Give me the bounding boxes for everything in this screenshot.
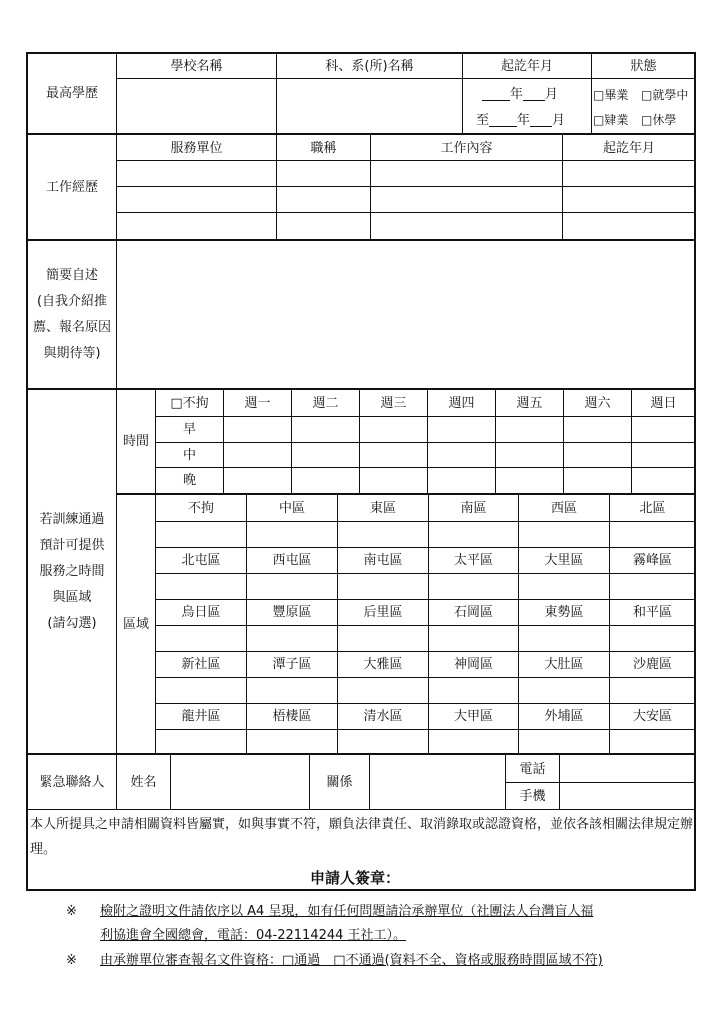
reference-mark-icon: ※ [66,953,77,968]
job-content-header: 工作內容 [440,141,493,156]
area-xitun: 西屯區 [272,553,312,568]
contact-phone-label: 電話 [519,761,546,777]
note-line: 利協進會全國總會，電話：04-22114244 王社工）。 [100,928,407,943]
education-section-label: 最高學歷 [45,85,98,101]
area-east: 東區 [369,501,396,516]
area-west: 西區 [550,501,577,516]
thursday-header: 週四 [448,396,475,411]
time-slot-noon: 中 [182,447,196,463]
area-dadu: 大肚區 [544,657,584,672]
self-intro-input-area[interactable] [118,242,694,387]
work-period-header: 起訖年月 [602,141,655,156]
grid-line [116,212,695,213]
grid-line [155,625,695,626]
grid-line [155,677,695,678]
area-shengang: 神岡區 [453,657,493,672]
grid-line [116,241,117,388]
status-header: 狀態 [630,59,657,74]
grid-line [116,78,695,79]
contact-relation-label: 關係 [326,774,353,790]
area-dongshi: 東勢區 [544,605,584,620]
work-section-label: 工作經歷 [45,179,98,195]
area-any: 不拘 [187,501,214,516]
grid-line [116,160,695,161]
area-nantun: 南屯區 [363,553,403,568]
area-tanzi: 潭子區 [272,657,312,672]
sunday-header: 週日 [650,396,677,411]
contact-mobile-label: 手機 [519,788,546,804]
area-label: 區域 [122,616,149,632]
grid-line [155,573,695,574]
grid-line [155,442,695,443]
area-dajia: 大甲區 [453,709,493,724]
area-north: 北區 [639,501,666,516]
status-graduated-checkbox[interactable]: □畢業 [593,88,629,102]
employer-header: 服務單位 [170,141,223,156]
area-south: 南區 [460,501,487,516]
grid-line [116,186,695,187]
area-waipu: 外埔區 [544,709,584,724]
area-central: 中區 [278,501,305,516]
department-header: 科、系(所)名稱 [325,59,414,74]
note-review-result [66,949,666,973]
note-document-format [66,900,666,948]
area-longjing: 龍井區 [181,709,221,724]
area-wufeng: 霧峰區 [632,553,672,568]
reference-mark-icon: ※ [66,904,77,919]
wednesday-header: 週三 [380,396,407,411]
area-dali: 大里區 [544,553,584,568]
self-intro-section-label: 簡要自述 (自我介紹推 薦、報名原因 與期待等) [32,267,111,361]
declaration-statement: 本人所提具之申請相關資料皆屬實，如與事實不符，願負法律責任、取消錄取或認證資格，並依各該相關法律規定辦理。 [30,817,694,857]
period-header: 起訖年月 [500,59,553,74]
grid-line [155,729,695,730]
area-xinshe: 新社區 [181,657,221,672]
area-daan: 大安區 [632,709,672,724]
emergency-section-label: 緊急聯絡人 [39,774,105,790]
education-date-from[interactable]: 年 月 [482,84,590,104]
friday-header: 週五 [516,396,543,411]
contact-mobile-field[interactable] [560,783,695,809]
monday-header: 週一 [244,396,271,411]
job-title-header: 職稱 [310,141,337,156]
area-daya: 大雅區 [363,657,403,672]
contact-phone-field[interactable] [560,756,695,782]
area-fengyuan: 豐原區 [272,605,312,620]
area-shigang: 石岡區 [453,605,493,620]
status-studying-checkbox[interactable]: □就學中 [641,88,689,102]
area-wuqi: 梧棲區 [272,709,312,724]
area-houli: 后里區 [363,605,403,620]
area-beitun: 北屯區 [181,553,221,568]
tuesday-header: 週二 [312,396,339,411]
area-qingshui: 清水區 [363,709,403,724]
time-slot-evening: 晚 [182,473,196,488]
grid-line [155,467,695,468]
time-label: 時間 [122,434,149,449]
note-line: 由承辦單位審查報名文件資格：□通過 □不通過(資料不全、資格或服務時間區域不符) [100,953,603,968]
area-wuri: 烏日區 [181,605,221,620]
grid-line [155,416,695,417]
school-name-header: 學校名稱 [170,59,223,74]
availability-section-label: 若訓練通過 預計可提供 服務之時間 與區域 (請勾選) [39,511,105,631]
education-date-to[interactable]: 至 年 月 [476,112,566,128]
time-any-checkbox[interactable]: □不拘 [170,396,209,411]
contact-name-field[interactable] [171,756,309,809]
note-line: 檢附之證明文件請依序以 A4 呈現，如有任何問題請洽承辦單位（社團法人台灣盲人福 [100,904,594,919]
status-suspended-checkbox[interactable]: □休學 [641,113,677,127]
area-heping: 和平區 [632,605,672,620]
area-taiping: 太平區 [453,553,493,568]
applicant-signature-label[interactable]: 申請人簽章： [310,869,401,887]
time-slot-morning: 早 [182,422,196,437]
contact-relation-field[interactable] [370,756,505,809]
contact-name-label: 姓名 [130,774,157,790]
saturday-header: 週六 [584,396,611,411]
section-divider [27,133,695,135]
grid-line [155,521,695,522]
section-divider [27,239,695,241]
area-shalu: 沙鹿區 [632,657,672,672]
status-incomplete-checkbox[interactable]: □肄業 [593,113,629,127]
section-divider [27,809,695,810]
